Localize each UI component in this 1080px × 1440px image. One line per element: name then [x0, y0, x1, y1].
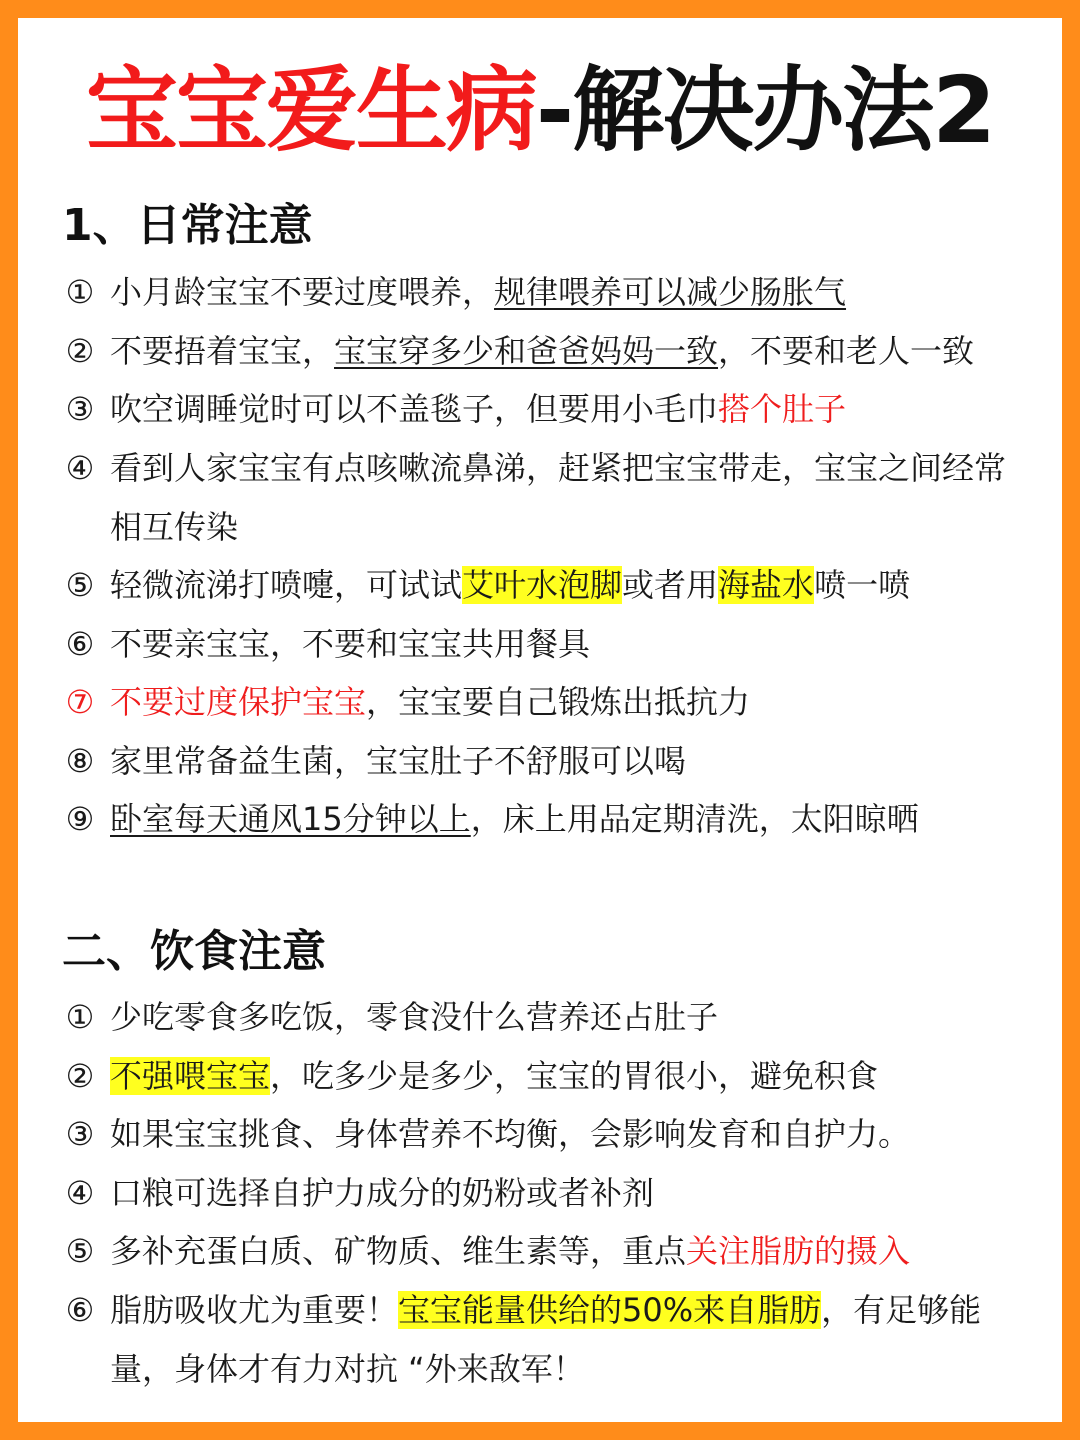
highlighted-text: 海盐水	[718, 566, 815, 604]
list-item	[60, 1281, 1010, 1398]
list-item	[60, 1105, 1020, 1164]
red-emphasis-text: 搭个肚子	[718, 390, 847, 428]
list-item	[60, 732, 1020, 791]
underlined-text: 规律喂养可以减少肠胀气	[494, 273, 847, 311]
highlighted-text: 不强喂宝宝	[110, 1057, 271, 1095]
item-number: ②	[65, 1057, 95, 1095]
list-item	[60, 380, 1020, 439]
title-red-part: 宝宝爱生病	[85, 57, 536, 164]
red-emphasis-text: 关注脂肪的摄入	[686, 1232, 911, 1270]
page-title	[18, 56, 1062, 166]
list-item	[60, 1164, 1020, 1223]
highlighted-text: 宝宝能量供给的50%来自脂肪	[398, 1291, 822, 1329]
item-number: ⑧	[65, 742, 95, 780]
item-number: ①	[65, 273, 95, 311]
list-item	[60, 439, 1010, 556]
item-number: ⑤	[65, 566, 95, 604]
title-dark-part: -解决办法2	[535, 57, 995, 164]
item-text: ，吃多少是多少，宝宝的胃很小，避免积食	[270, 1057, 879, 1095]
item-text: 或者用	[622, 566, 719, 604]
item-number: ④	[65, 1174, 95, 1212]
item-text: 口粮可选择自护力成分的奶粉或者补剂	[110, 1174, 655, 1212]
list-item	[60, 988, 1020, 1047]
list-item	[60, 673, 1020, 732]
item-number: ⑦	[65, 683, 95, 721]
item-text: ，不要和老人一致	[718, 332, 975, 370]
item-text: 小月龄宝宝不要过度喂养，	[110, 273, 495, 311]
list-item	[60, 1222, 1020, 1281]
content-card	[18, 18, 1062, 1422]
item-number: ①	[65, 998, 95, 1036]
item-text: 吹空调睡觉时可以不盖毯子，但要用小毛巾	[110, 390, 719, 428]
item-number: ③	[65, 1115, 95, 1153]
red-emphasis-text: 不要过度保护宝宝	[110, 683, 367, 721]
item-text: ，有足够能量，身体才有力对抗 “外来敌军！	[110, 1291, 982, 1388]
list-item	[60, 263, 1020, 322]
item-number: ⑥	[65, 625, 95, 663]
item-number: ③	[65, 390, 95, 428]
underlined-text: 卧室每天通风15分钟以上	[110, 800, 471, 838]
list-item	[60, 322, 1020, 381]
item-text: 轻微流涕打喷嚏，可试试	[110, 566, 463, 604]
item-number: ④	[65, 449, 95, 487]
item-number: ②	[65, 332, 95, 370]
highlighted-text: 艾叶水泡脚	[462, 566, 623, 604]
section-heading-diet: 二、饮食注意	[62, 926, 326, 977]
item-number: ⑥	[65, 1291, 95, 1329]
item-text: 不要捂着宝宝，	[110, 332, 335, 370]
list-item	[60, 1047, 1020, 1106]
item-text: 不要亲宝宝，不要和宝宝共用餐具	[110, 625, 591, 663]
item-text: 多补充蛋白质、矿物质、维生素等，重点	[110, 1232, 687, 1270]
item-number: ⑤	[65, 1232, 95, 1270]
item-text: ，床上用品定期清洗，太阳晾晒	[470, 800, 919, 838]
item-text: 如果宝宝挑食、身体营养不均衡，会影响发育和自护力。	[110, 1115, 911, 1153]
list-item	[60, 556, 1020, 615]
item-number: ⑨	[65, 800, 95, 838]
item-text: 少吃零食多吃饭，零食没什么营养还占肚子	[110, 998, 719, 1036]
item-text: 看到人家宝宝有点咳嗽流鼻涕，赶紧把宝宝带走，宝宝之间经常相互传染	[110, 449, 1007, 546]
list-item	[60, 790, 1020, 849]
underlined-text: 宝宝穿多少和爸爸妈妈一致	[334, 332, 719, 370]
section-heading-daily: 1、日常注意	[62, 200, 313, 251]
item-text: ，宝宝要自己锻炼出抵抗力	[366, 683, 751, 721]
item-text: 脂肪吸收尤为重要！	[110, 1291, 399, 1329]
list-item	[60, 615, 1020, 674]
item-text: 家里常备益生菌，宝宝肚子不舒服可以喝	[110, 742, 687, 780]
item-text: 喷一喷	[814, 566, 911, 604]
